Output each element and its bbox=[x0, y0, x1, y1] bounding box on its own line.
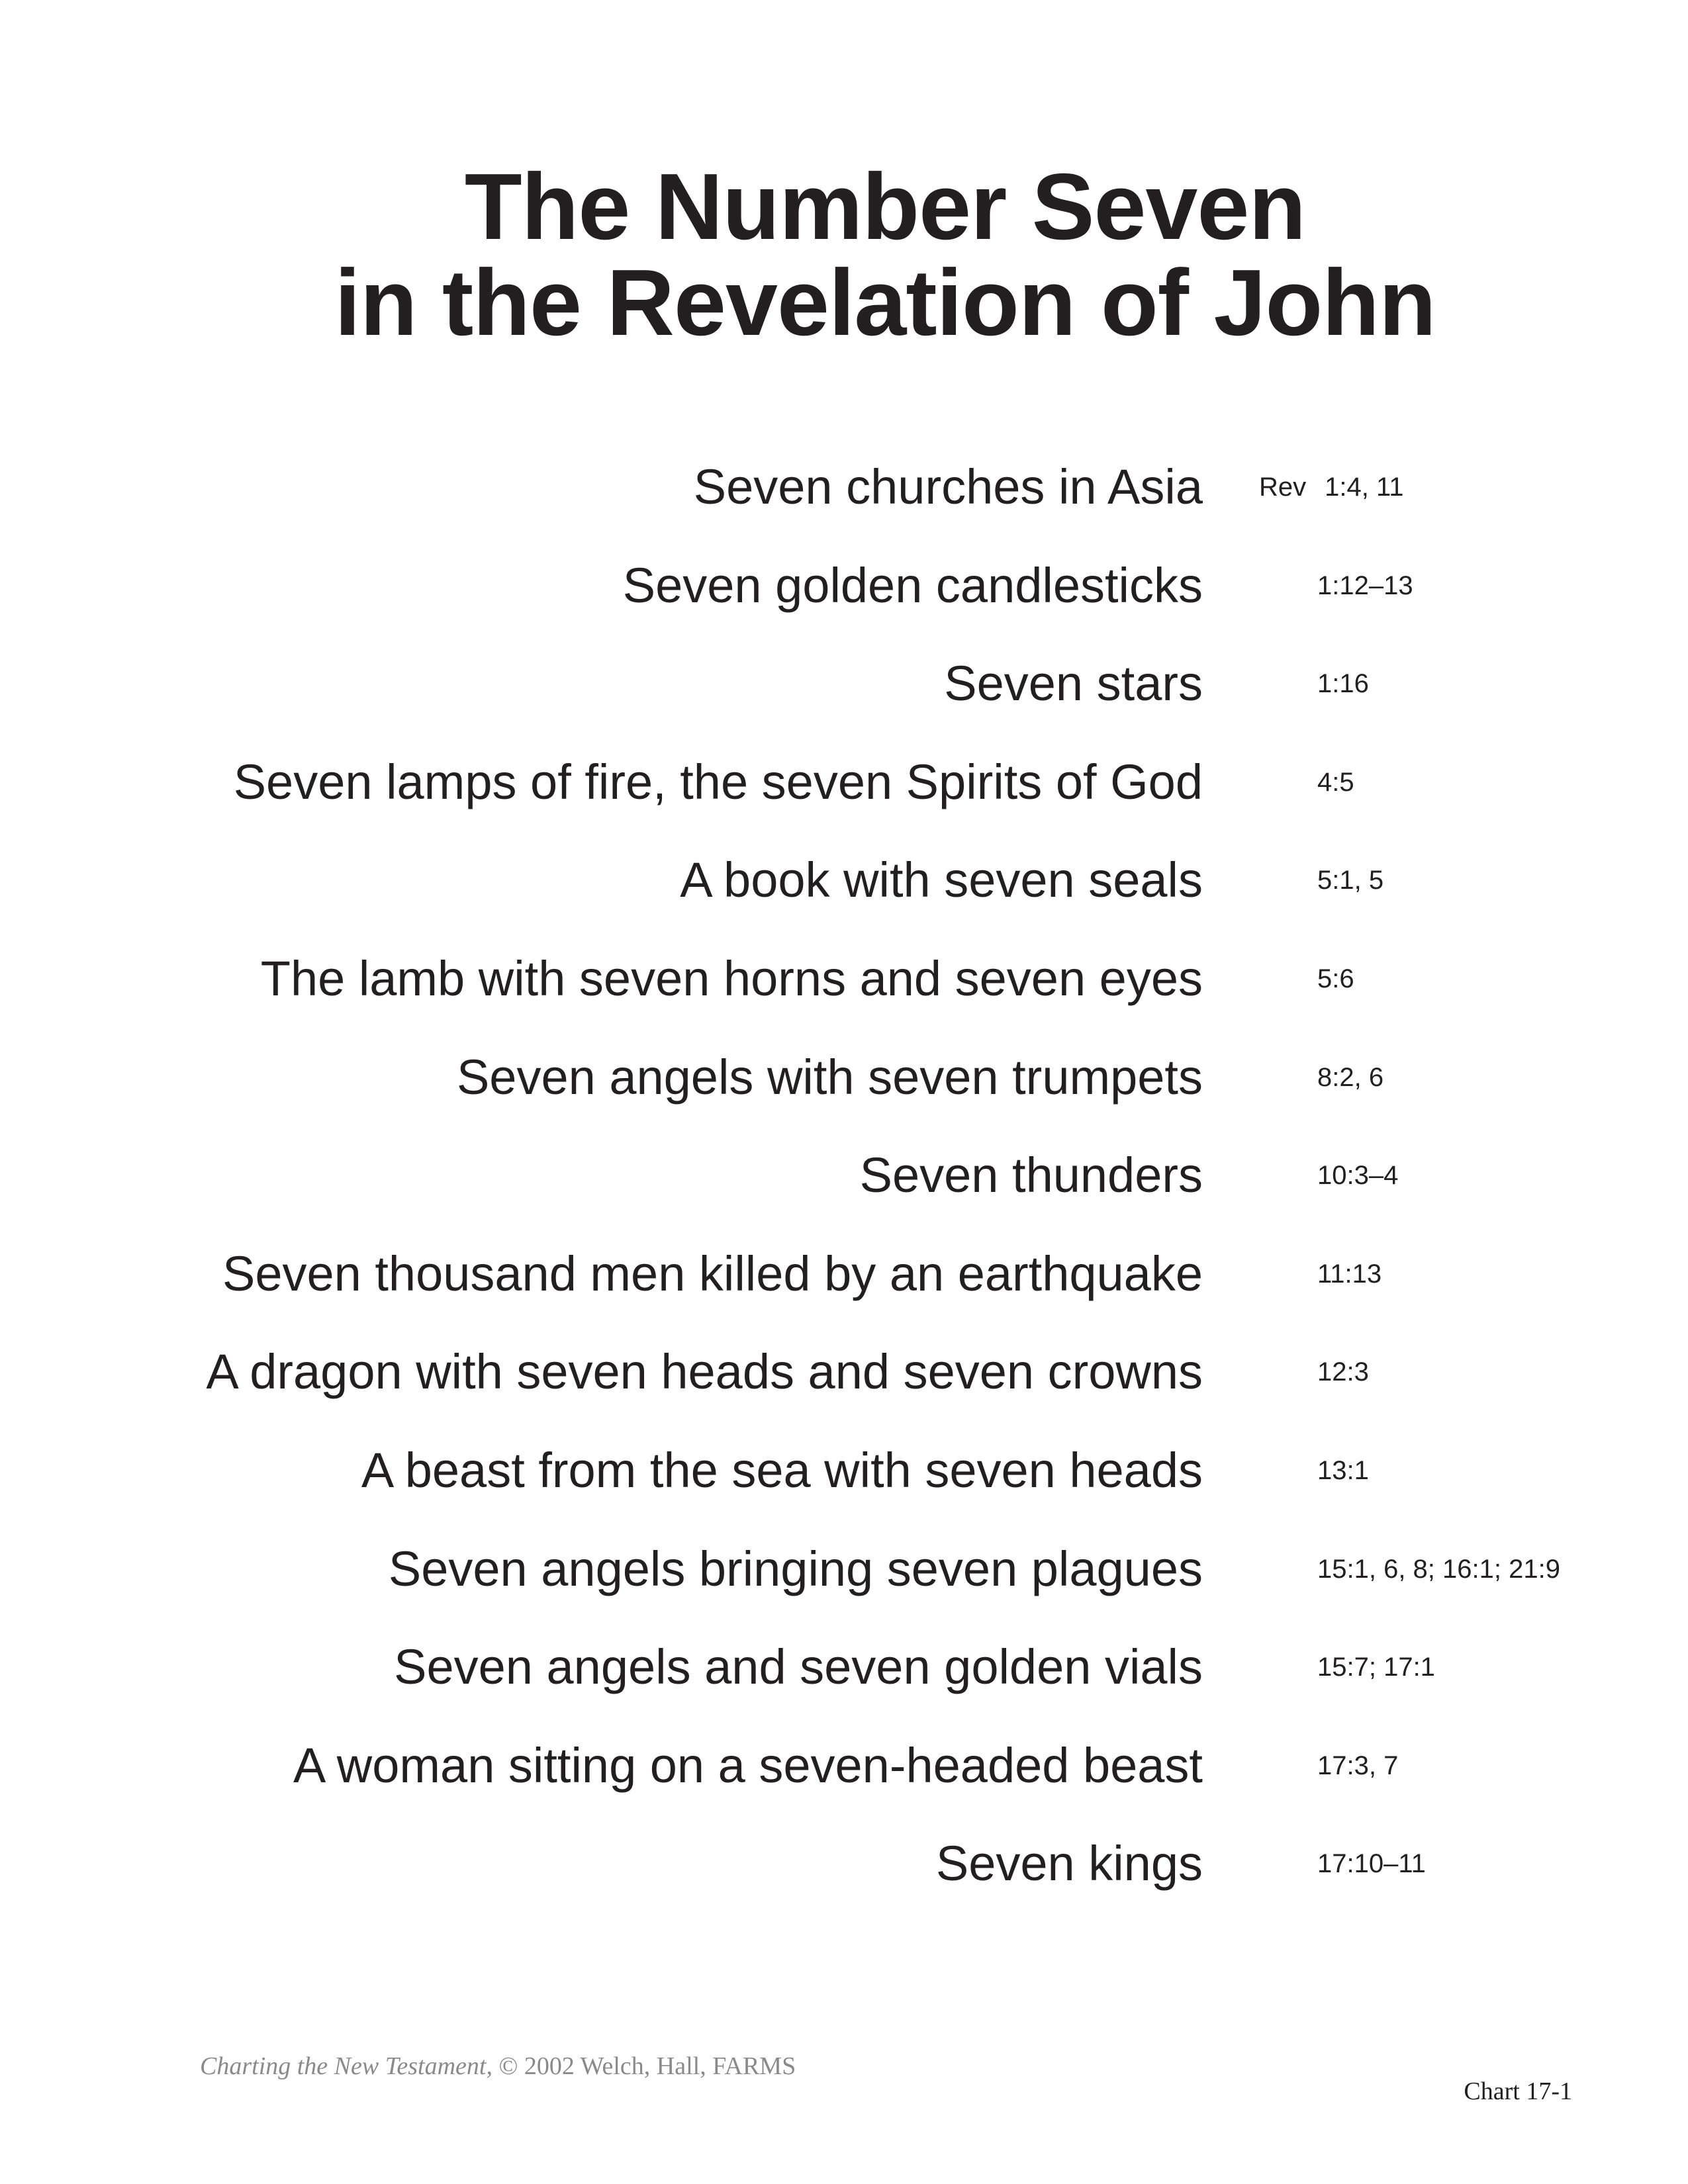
list-item bbox=[0, 454, 1688, 520]
item-text: Seven churches in Asia bbox=[693, 459, 1203, 514]
item-text: Seven golden candlesticks bbox=[622, 557, 1203, 613]
item-text: A beast from the sea with seven heads bbox=[361, 1443, 1203, 1498]
list-item bbox=[0, 651, 1688, 717]
ref-prefix: Rev bbox=[1259, 473, 1307, 502]
item-reference bbox=[1317, 946, 1354, 1012]
list-item bbox=[0, 1634, 1688, 1700]
item-reference bbox=[1317, 1634, 1435, 1700]
title-line-1: The Number Seven bbox=[464, 154, 1306, 259]
list-item bbox=[0, 1142, 1688, 1208]
item-reference bbox=[1317, 847, 1383, 913]
item-text: Seven thousand men killed by an earthquake bbox=[222, 1246, 1203, 1301]
item-text: Seven angels and seven golden vials bbox=[394, 1639, 1203, 1695]
ref-value: 5:1, 5 bbox=[1317, 866, 1384, 895]
item-reference bbox=[1317, 749, 1354, 815]
item-text: A book with seven seals bbox=[680, 852, 1203, 908]
footer-book-title: Charting the New Testament, bbox=[200, 2052, 492, 2080]
ref-value: 17:10–11 bbox=[1317, 1849, 1426, 1879]
list-item bbox=[0, 1241, 1688, 1307]
list-item bbox=[0, 1437, 1688, 1504]
title-line-2: in the Revelation of John bbox=[334, 250, 1436, 355]
ref-value: 11:13 bbox=[1317, 1259, 1382, 1289]
item-text: Seven angels with seven trumpets bbox=[456, 1049, 1203, 1105]
item-reference bbox=[1259, 454, 1404, 520]
ref-value: 15:1, 6, 8; 16:1; 21:9 bbox=[1317, 1554, 1560, 1584]
footer-copyright: © 2002 Welch, Hall, FARMS bbox=[492, 2052, 796, 2080]
ref-value: 15:7; 17:1 bbox=[1317, 1653, 1435, 1682]
ref-value: 1:4, 11 bbox=[1325, 473, 1404, 502]
item-reference bbox=[1317, 1536, 1560, 1602]
ref-value: 1:16 bbox=[1317, 669, 1369, 699]
list-item bbox=[0, 749, 1688, 815]
ref-value: 8:2, 6 bbox=[1317, 1062, 1384, 1092]
item-reference bbox=[1317, 1241, 1382, 1307]
ref-value: 5:6 bbox=[1317, 964, 1354, 993]
item-text: The lamb with seven horns and seven eyes bbox=[260, 951, 1203, 1006]
list-item bbox=[0, 553, 1688, 619]
item-reference bbox=[1317, 1339, 1369, 1405]
item-reference bbox=[1317, 1733, 1398, 1799]
list-item bbox=[0, 1536, 1688, 1602]
ref-value: 10:3–4 bbox=[1317, 1161, 1399, 1191]
item-text: Seven stars bbox=[944, 656, 1203, 711]
page-title bbox=[157, 154, 1613, 355]
item-reference bbox=[1317, 553, 1413, 619]
list-item bbox=[0, 1831, 1688, 1897]
list-item bbox=[0, 1733, 1688, 1799]
list-item bbox=[0, 1339, 1688, 1405]
item-text: A dragon with seven heads and seven crowns bbox=[206, 1344, 1203, 1400]
item-reference bbox=[1317, 1044, 1383, 1111]
item-text: Seven thunders bbox=[859, 1148, 1203, 1203]
list-item bbox=[0, 847, 1688, 913]
item-reference bbox=[1317, 1831, 1426, 1897]
list-item bbox=[0, 1044, 1688, 1111]
footer-credit bbox=[200, 2052, 796, 2081]
ref-value: 13:1 bbox=[1317, 1456, 1369, 1485]
item-text: Seven angels bringing seven plagues bbox=[388, 1541, 1203, 1596]
item-text: A woman sitting on a seven-headed beast bbox=[293, 1737, 1203, 1793]
item-reference bbox=[1317, 1142, 1398, 1208]
list-item bbox=[0, 946, 1688, 1012]
chart-number: Chart 17-1 bbox=[1464, 2077, 1572, 2105]
ref-value: 17:3, 7 bbox=[1317, 1751, 1399, 1780]
ref-value: 1:12–13 bbox=[1317, 570, 1413, 600]
item-text: Seven lamps of fire, the seven Spirits of God bbox=[233, 754, 1203, 809]
item-reference bbox=[1317, 651, 1369, 717]
item-reference bbox=[1317, 1437, 1369, 1504]
ref-value: 12:3 bbox=[1317, 1357, 1369, 1387]
item-text: Seven kings bbox=[935, 1836, 1203, 1891]
ref-value: 4:5 bbox=[1317, 767, 1354, 797]
